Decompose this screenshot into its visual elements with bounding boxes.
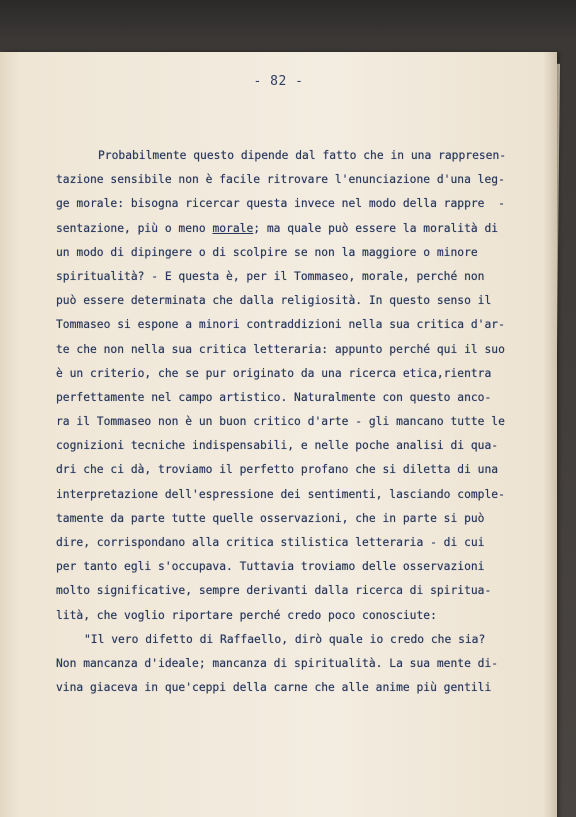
text-line: ra il Tommaseo non è un buon critico d'arte - gli mancano tutte le bbox=[56, 415, 505, 429]
text-line: un modo di dipingere o di scolpire se non la maggiore o minore bbox=[56, 245, 478, 259]
text-line: interpretazione dell'espressione dei sentimenti, lasciando comple- bbox=[56, 487, 505, 501]
text-line bbox=[56, 217, 514, 241]
text-line: vina giaceva in que'ceppi della carne che alle anime più gentili bbox=[56, 681, 492, 695]
text-line: te che non nella sua critica letteraria: appunto perché qui il suo bbox=[56, 342, 505, 356]
text-line: ge morale: bisogna ricercar questa invece nel modo della rappre - bbox=[56, 197, 505, 211]
text-line: dri che ci dà, troviamo il perfetto profano che si diletta di una bbox=[56, 463, 499, 477]
text-line: lità, che voglio riportare perché credo poco conosciute: bbox=[56, 608, 437, 622]
text-line: Tommaseo si espone a minori contraddizioni nella sua critica d'ar- bbox=[56, 318, 505, 332]
underlined-word: morale bbox=[212, 221, 254, 235]
text-line: "Il vero difetto di Raffaello, dirò quale io credo che sia? bbox=[84, 632, 486, 646]
text-line: per tanto egli s'occupava. Tuttavia troviamo delle osservazioni bbox=[56, 560, 485, 574]
text-line: è un criterio, che se pur originato da una ricerca etica,rientra bbox=[56, 366, 492, 380]
text-line: può essere determinata che dalla religiosità. In questo senso il bbox=[56, 294, 492, 308]
text-line: spiritualità? - E questa è, per il Tommaseo, morale, perché non bbox=[56, 269, 485, 283]
text-line-start: sentazione, più o meno bbox=[56, 221, 206, 235]
text-line: tazione sensibile non è facile ritrovare l'enunciazione d'una leg- bbox=[56, 173, 505, 187]
text-line: perfettamente nel campo artistico. Naturalmente con questo anco- bbox=[56, 390, 492, 404]
text-line: Non mancanza d'ideale; mancanza di spiritualità. La sua mente di- bbox=[56, 656, 499, 670]
body-text bbox=[56, 144, 514, 700]
text-line: molto significative, sempre derivanti dalla ricerca di spiritua- bbox=[56, 584, 492, 598]
document-page bbox=[0, 52, 557, 817]
page-number: - 82 - bbox=[253, 74, 304, 89]
text-line: cognizioni tecniche indispensabili, e nelle poche analisi di qua- bbox=[56, 439, 499, 453]
text-line: Probabilmente questo dipende dal fatto che in una rappresen- bbox=[98, 149, 507, 162]
text-line-tail: ; ma quale può essere la moralità di bbox=[253, 221, 499, 235]
text-line: dire, corrispondano alla critica stilistica letteraria - di cui bbox=[56, 536, 485, 549]
text-line: tamente da parte tutte quelle osservazioni, che in parte si può bbox=[56, 511, 485, 525]
